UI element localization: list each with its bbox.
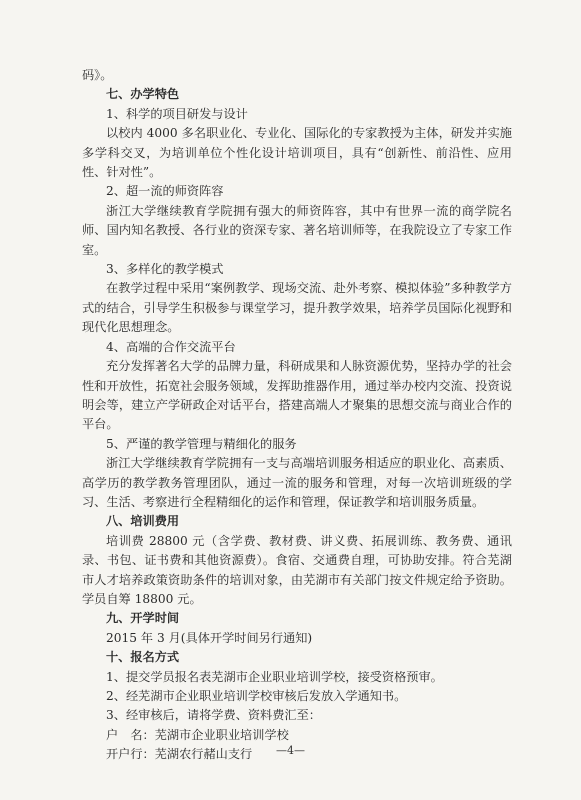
section-9-title: 九、开学时间 [106, 611, 180, 626]
page-number: —4— [276, 744, 305, 757]
section-7-item-3-heading: 3、多样化的教学模式 [106, 262, 224, 277]
section-10-line-2: 2、经芜湖市企业职业培训学校审核后发放入学通知书。 [106, 689, 407, 703]
section-7-item-5-text: 浙江大学继续教育学院拥有一支与高端培训服务相适应的职业化、高素质、高学历的教学教务管理团队，通过一流的服务和管理，对每一次培训班级的学习、生活、考察进行全程精细化的运作和管理，保证教学和培训服务质量。 [82, 456, 512, 509]
document-body [82, 66, 512, 765]
section-7-item-4-text: 充分发挥著名大学的品牌力量，科研成果和人脉资源优势，坚持办学的社会性和开放性，拓宽社会服务领域，发挥助推器作用，通过举办校内交流、投资说明会等，建立产学研政企对话平台，搭建高端人才聚集的思想交流与商业合作的平台。 [82, 359, 512, 432]
section-10-line-5: 开户行：芜湖农行赭山支行 [106, 747, 253, 762]
section-7-item-2-text: 浙江大学继续教育学院拥有强大的师资阵容，其中有世界一流的商学院名师、国内知名教授、各行业的资深专家、著名培训师等，在我院设立了专家工作室。 [82, 203, 512, 257]
section-8-text: 培训费 28800 元（含学费、教材费、讲义费、拓展训练、教务费、通讯录、书包、证书费和其他资源费）。食宿、交通费自理，可协助安排。符合芜湖市人才培养政策资助条件的培训对象，由芜湖市有关部门按文件规定给予资助。学员自筹 18800 元。 [82, 533, 512, 606]
section-7-item-1-heading: 1、科学的项目研发与设计 [106, 106, 248, 121]
section-7-item-5-heading: 5、严谨的教学管理与精细化的服务 [106, 436, 297, 451]
section-7-item-2-heading: 2、超一流的师资阵容 [106, 184, 224, 199]
section-10-line-4: 户 名：芜湖市企业职业培训学校 [106, 727, 289, 742]
section-7-item-4-heading: 4、高端的合作交流平台 [106, 339, 236, 354]
section-10-line-1: 1、提交学员报名表芜湖市企业职业培训学校，接受资格预审。 [106, 669, 443, 684]
section-8-title: 八、培训费用 [106, 514, 180, 529]
section-7-item-1-text: 以校内 4000 多名职业化、专业化、国际化的专家教授为主体，研发并实施多学科交叉，为培训单位个性化设计培训项目，具有“创新性、前沿性、应用性、针对性”。 [82, 126, 512, 180]
section-7-title: 七、办学特色 [106, 87, 180, 102]
section-10-title: 十、报名方式 [106, 650, 180, 665]
section-10-line-3: 3、经审核后，请将学费、资料费汇至： [106, 708, 321, 723]
top-fragment: 码》。 [82, 68, 113, 82]
section-7-item-3-text: 在教学过程中采用“案例教学、现场交流、赴外考察、模拟体验”多种教学方式的结合，引导学生积极参与课堂学习，提升教学效果，培养学员国际化视野和现代化思想理念。 [82, 281, 512, 335]
section-9-text: 2015 年 3 月(具体开学时间另行通知) [106, 630, 313, 645]
